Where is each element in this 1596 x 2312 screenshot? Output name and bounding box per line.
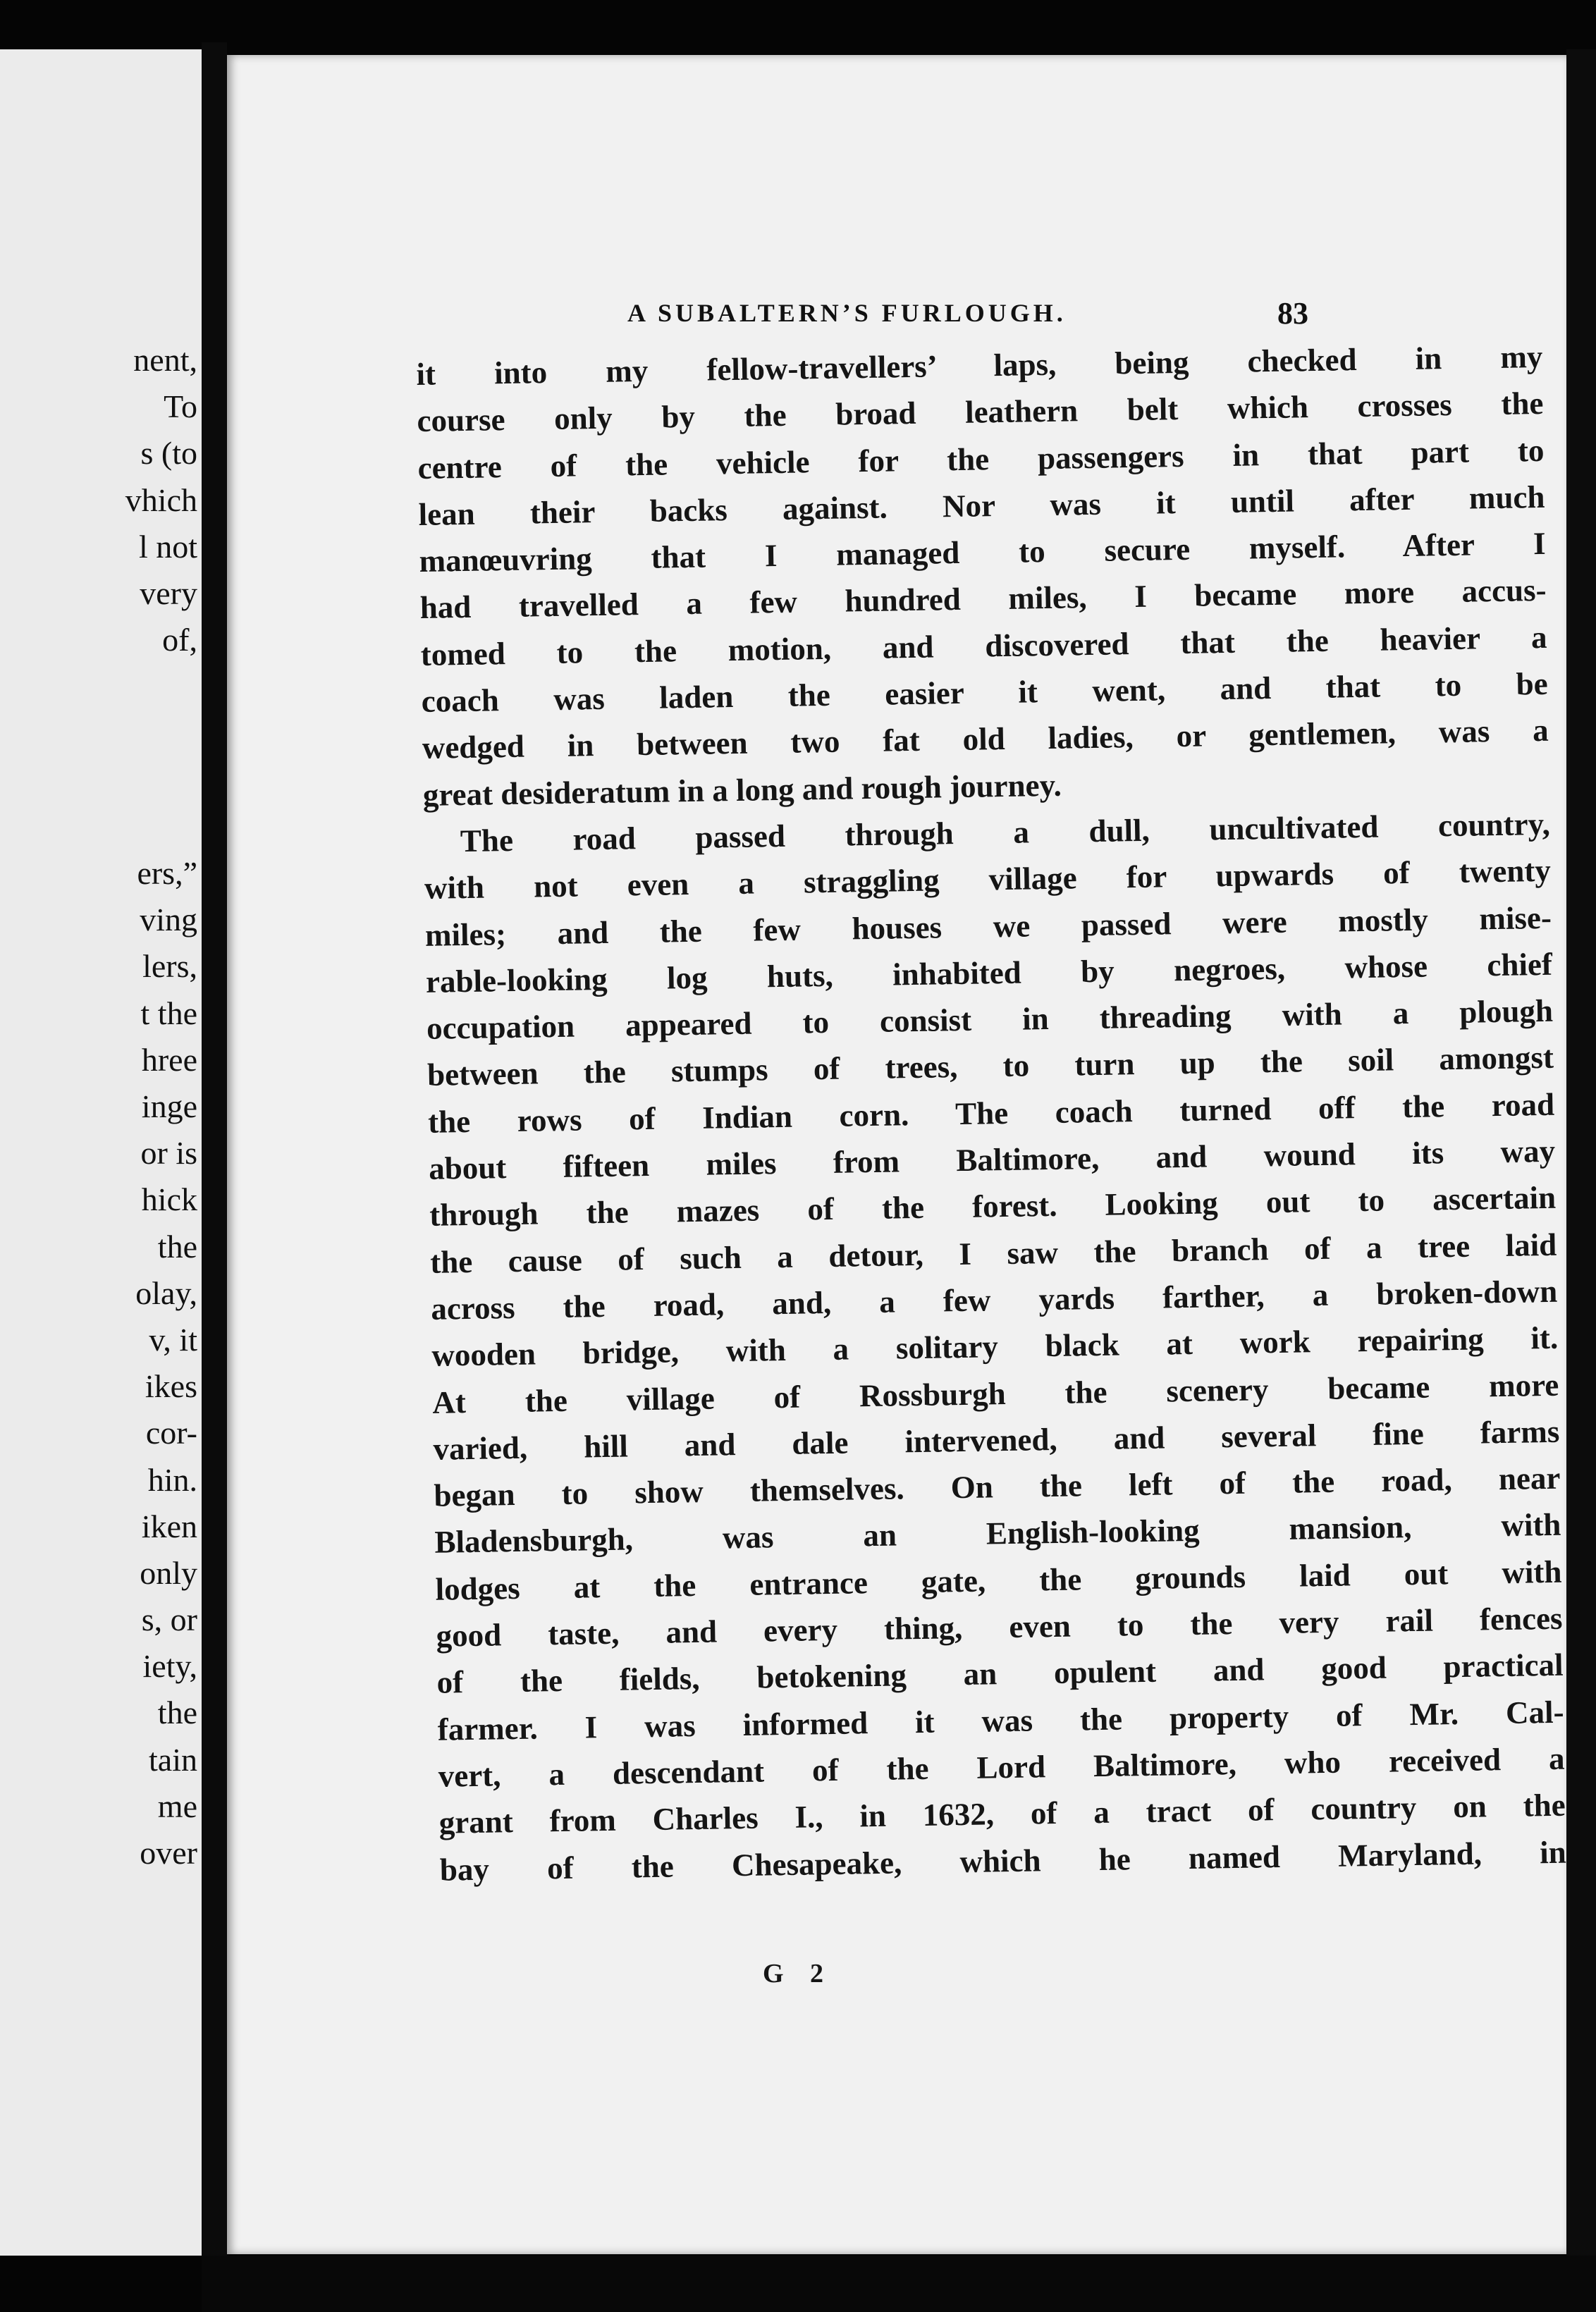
text-line: occupation appeared to consist in threading with a plough [426,992,1554,1047]
text-line: centre of the vehicle for the passengers in that part to [417,432,1545,486]
text-line: bay of the Chesapeake, which he named Maryland, in [439,1834,1567,1888]
text-line: the cause of such a detour, I saw the branch of a tree laid [429,1226,1557,1280]
text-line: the rows of Indian corn. The coach turned off the road [427,1086,1555,1140]
text-line: of the fields, betokening an opulent and good practical [436,1647,1564,1701]
text-line: wooden bridge, with a solitary black at work repairing it. [431,1320,1559,1374]
text-line: tomed to the motion, and discovered that the heavier a [420,619,1547,672]
text-line: grant from Charles I., in 1632, of a tract of country on the [438,1787,1566,1840]
previous-page-line: cor- [145,1415,197,1451]
body-text [416,333,1566,1893]
text-line: manœuvring that I managed to secure myself. After I [419,526,1546,579]
previous-page-line [125,711,197,757]
text-line: across the road, and, a few yards farther, a broken-down [430,1273,1558,1327]
previous-page-line [125,804,197,850]
text-line: farmer. I was informed it was the property of Mr. Cal- [437,1694,1564,1747]
text-line: The road passed through a dull, uncultivated country, [460,806,1551,859]
running-title: A SUBALTERN’S FURLOUGH. [627,299,1067,327]
previous-page-line: hree [141,1041,197,1078]
previous-page-line [125,663,197,710]
current-page [227,55,1566,2254]
previous-page-line: tain [149,1741,197,1778]
text-line: wedged in between two fat old ladies, or gentlemen, was a [422,713,1549,766]
text-line: vert, a descendant of the Lord Baltimore, who received a [438,1740,1565,1794]
previous-page-line: the [157,1228,197,1265]
text-line: between the stumps of trees, to turn up the soil amongst [426,1040,1554,1093]
previous-page-line: t the [140,995,197,1031]
text-line: began to show themselves. On the left of the road, near [434,1460,1561,1513]
right-background [1566,49,1596,2263]
previous-page-line: iken [141,1508,197,1544]
previous-page-line: s (to [140,435,197,472]
previous-page-line: hin. [147,1461,197,1498]
previous-page-line: v, it [149,1321,197,1358]
bottom-background [202,2256,1596,2312]
text-line: about fifteen miles from Baltimore, and wound its way [428,1133,1556,1186]
previous-page-line: s, or [141,1601,197,1638]
text-line: Bladensburgh, was an English-looking mansion, with [434,1507,1561,1561]
text-line: great desideratum in a long and rough journey. [422,767,1062,813]
previous-page-line: very [140,574,197,611]
previous-page-line: l not [138,528,197,565]
previous-page-text [125,337,197,1876]
text-line: lean their backs against. Nor was it until after much [418,479,1545,532]
previous-page-line: of, [162,622,197,658]
text-line: good taste, and every thing, even to the very rail fences [436,1600,1563,1654]
previous-page-line: inge [141,1088,197,1124]
previous-page [0,49,202,2256]
text-line: with not even a straggling village for upwards of twenty [424,853,1552,906]
previous-page-line: vhich [125,481,197,518]
previous-page-line: iety, [142,1648,197,1685]
text-line: rable-looking log huts, inhabited by negroes, whose chief [425,946,1553,1000]
page-number: 83 [1277,296,1308,331]
previous-page-line: hick [141,1181,197,1218]
previous-page-line: nent, [133,342,197,378]
text-line: lodges at the entrance gate, the grounds laid out with [435,1554,1562,1607]
book-gutter [202,42,227,2263]
text-line: miles; and the few houses we passed were mostly mise- [424,899,1552,953]
previous-page-line: To [164,388,197,425]
previous-page-line: lers, [142,948,197,985]
previous-page-line: me [157,1788,197,1824]
previous-page-line: ikes [145,1368,197,1405]
text-line: had travelled a few hundred miles, I became more accus- [419,572,1547,626]
previous-page-line [125,757,197,804]
previous-page-line: over [140,1835,197,1871]
running-head [227,298,1566,340]
text-line: course only by the broad leathern belt which crosses the [417,386,1544,439]
previous-page-line: or is [140,1135,197,1172]
previous-page-line: the [157,1695,197,1731]
text-line: At the village of Rossburgh the scenery became more [432,1367,1559,1420]
text-line: coach was laden the easier it went, and that to be [421,665,1549,720]
signature-mark: G 2 [763,1959,834,1988]
previous-page-line: only [140,1554,197,1591]
previous-page-line: olay, [135,1274,197,1311]
previous-page-line: ving [140,902,197,938]
previous-page-line: ers,” [137,855,197,892]
text-line: through the mazes of the forest. Looking out to ascertain [429,1180,1557,1234]
text-line: it into my fellow-travellers’ laps, being checked in my [416,338,1543,392]
text-line: varied, hill and dale intervened, and several fine farms [433,1413,1560,1467]
